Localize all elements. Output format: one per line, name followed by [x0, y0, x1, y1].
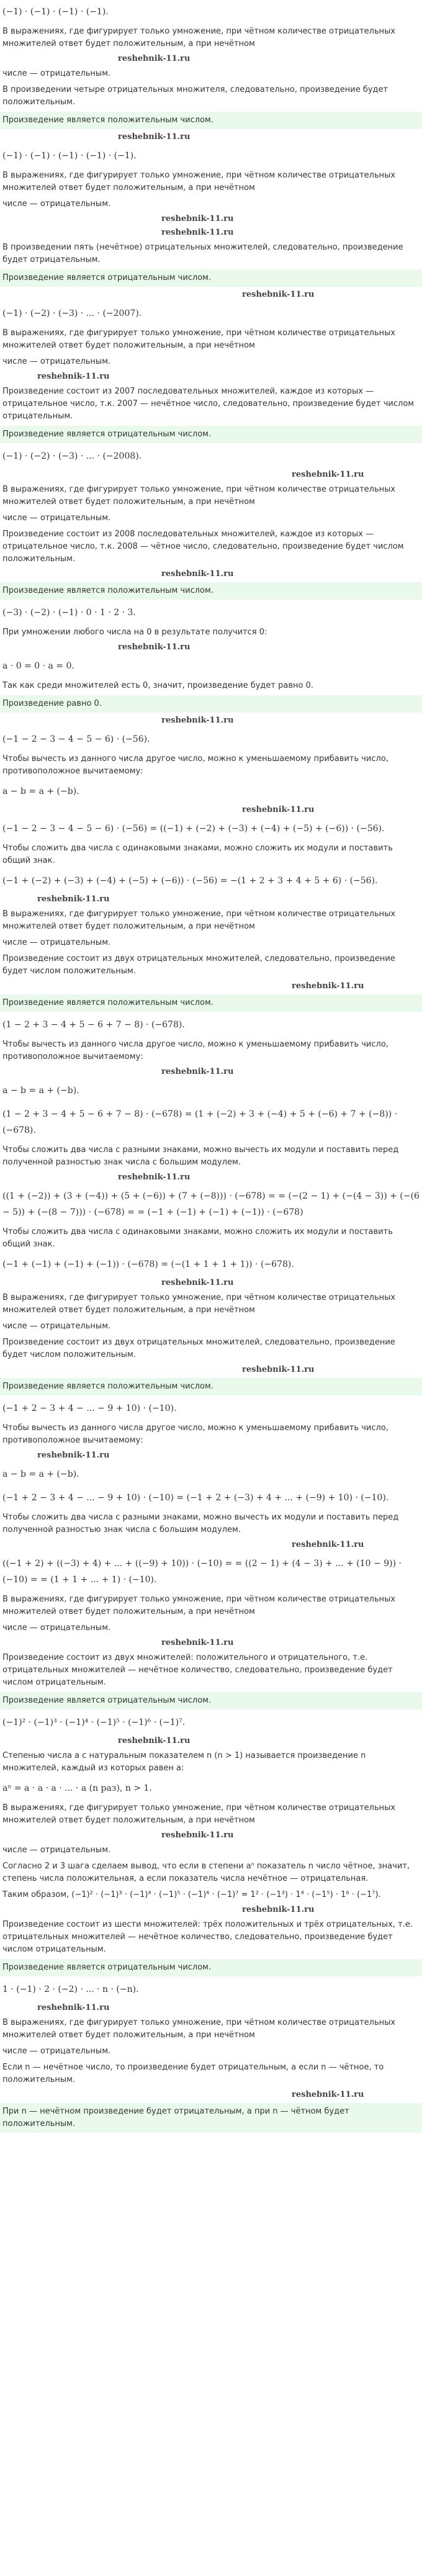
watermark-text: reshebnik-11.ru — [242, 1905, 315, 1914]
math-expression: (1 − 2 + 3 − 4 + 5 − 6 + 7 − 8) · (−678) = (1 + (−2) + 3 + (−4) + 5 + (−6) + 7 + (−8)) · (−678). — [2, 1109, 398, 1135]
explanation-text: Степенью числа a с натуральным показателем n (n > 1) называется произведение n множителей, каждый из которых равен a: — [2, 1751, 366, 1773]
math-expression: (−1 − 2 − 3 − 4 − 5 − 6) · (−56). — [2, 734, 150, 744]
explanation-text: Чтобы сложить два числа с разными знаками, можно вычесть их модули и поставить перед полученной разностью знак числа с большим модулем. — [2, 1513, 399, 1534]
watermark-text: reshebnik-11.ru — [37, 894, 110, 904]
watermark-text: reshebnik-11.ru — [242, 290, 315, 299]
watermark-text: reshebnik-11.ru — [118, 54, 191, 63]
math-expression: (−1)² · (−1)³ · (−1)⁴ · (−1)⁵ · (−1)⁶ · (−1)⁷. — [2, 1718, 186, 1727]
explanation-text: числе — отрицательным. — [2, 1845, 111, 1855]
watermark-text: reshebnik-11.ru — [161, 1638, 234, 1647]
watermark-text: reshebnik-11.ru — [161, 569, 234, 579]
explanation-text: Чтобы вычесть из данного числа другое число, можно к уменьшаемому прибавить число, противоположное вычитаемому: — [2, 754, 388, 776]
explanation-text: В произведении пять (нечётное) отрицательных множителей, следовательно, произведение будет отрицательным. — [2, 243, 403, 264]
explanation-text: Согласно 2 и 3 шага сделаем вывод, что если в степени aⁿ показатель n число чётное, значит, степень числа положительная, а если показатель числа нечётное — отрицательная. — [2, 1862, 410, 1883]
math-expression: (−1) · (−2) · (−3) · ... · (−2007). — [2, 308, 142, 318]
watermark-text: reshebnik-11.ru — [161, 1831, 234, 1840]
explanation-text: При умножении любого числа на 0 в результате получится 0: — [2, 628, 267, 637]
explanation-text: Произведение состоит из двух отрицательных множителей, следовательно, произведение будет числом положительным. — [2, 1338, 395, 1359]
explanation-text: Произведение состоит из двух множителей: положительного и отрицательного, т.е. отрицательных множителей — нечётное количество, следовательно, произведение будет числом отрицательным. — [2, 1653, 393, 1687]
watermark-text: reshebnik-11.ru — [242, 805, 315, 814]
explanation-text: Чтобы сложить два числа с одинаковыми знаками, можно сложить их модули и поставить общий знак. — [2, 844, 393, 865]
answer-box: Произведение является отрицательным числом. — [0, 1959, 422, 1976]
math-expression: (−1 − 2 − 3 − 4 − 5 − 6) · (−56) = ((−1) + (−2) + (−3) + (−4) + (−5) + (−6)) · (−56). — [2, 824, 385, 834]
explanation-text: В выражениях, где фигурирует только умножение, при чётном количестве отрицательных множителей ответ будет положительным, а при нечётном — [2, 171, 396, 192]
answer-box: Произведение является положительным числом. — [0, 1378, 422, 1395]
watermark-text: reshebnik-11.ru — [118, 1173, 191, 1182]
explanation-text: числе — отрицательным. — [2, 357, 111, 366]
math-expression: ((1 + (−2)) + (3 + (−4)) + (5 + (−6)) + (7 + (−8))) · (−678) = = (−(2 − 1) + (−(4 − 3)) + (−(6 − 5)) + (−(8 − 7))) · (−678) = = (−1 + (−1) + (−1) + (−1)) · (−678) — [2, 1191, 420, 1217]
explanation-text: числе — отрицательным. — [2, 199, 111, 209]
watermark-text: reshebnik-11.ru — [118, 1736, 191, 1745]
answer-box: Произведение является положительным числом. — [0, 582, 422, 600]
explanation-text: В выражениях, где фигурирует только умножение, при чётном количестве отрицательных множителей ответ будет положительным, а при нечётном — [2, 328, 396, 350]
math-expression: a − b = a + (−b). — [2, 786, 79, 796]
explanation-text: числе — отрицательным. — [2, 1322, 111, 1331]
watermark-text: reshebnik-11.ru — [292, 981, 364, 991]
watermark-text: reshebnik-11.ru — [161, 214, 234, 223]
math-expression: (−1) · (−2) · (−3) · ... · (−2008). — [2, 451, 142, 461]
math-expression: (−1) · (−1) · (−1) · (−1) · (−1). — [2, 151, 137, 161]
watermark-text: reshebnik-11.ru — [37, 1451, 110, 1460]
answer-box: Произведение является отрицательным числом. — [0, 269, 422, 287]
explanation-text: В выражениях, где фигурирует только умножение, при чётном количестве отрицательных множителей ответ будет положительным, а при нечётном — [2, 2018, 396, 2040]
answer-box: Произведение является положительным числом. — [0, 994, 422, 1012]
math-expression: (−1 + 2 − 3 + 4 − ... − 9 + 10) · (−10) = (−1 + 2 + (−3) + 4 + ... + (−9) + 10) · (−10). — [2, 1493, 389, 1503]
explanation-text: В выражениях, где фигурирует только умножение, при чётном количестве отрицательных множителей ответ будет положительным, а при нечётном — [2, 909, 396, 931]
answer-box: При n — нечётном произведение будет отрицательным, а при n — чётном будет положительным. — [0, 2103, 422, 2133]
explanation-text: В выражениях, где фигурирует только умножение, при чётном количестве отрицательных множителей ответ будет положительным, а при нечётном — [2, 27, 396, 48]
watermark-text: reshebnik-11.ru — [37, 372, 110, 381]
watermark-text: reshebnik-11.ru — [161, 716, 234, 725]
explanation-text: Так как среди множителей есть 0, значит, произведение будет равно 0. — [2, 681, 313, 690]
math-expression: 1 · (−1) · 2 · (−2) · ... · n · (−n). — [2, 1984, 139, 1994]
watermark-text: reshebnik-11.ru — [292, 470, 364, 479]
math-expression: ((−1 + 2) + ((−3) + 4) + ... + ((−9) + 10)) · (−10) = = ((2 − 1) + (4 − 3) + ... + (10 − 9)) · (−10) = = (1 + 1 + ... + 1) · (−10). — [2, 1559, 402, 1585]
explanation-text: Произведение состоит из 2007 последовательных множителей, каждое из которых — отрицательное число, т.к. 2007 — нечётное число, следовательно, произведение будет числом отрицательным. — [2, 387, 415, 421]
math-expression: (−3) · (−2) · (−1) · 0 · 1 · 2 · 3. — [2, 608, 136, 618]
math-expression: aⁿ = a · a · a · ... · a (n раз), n > 1. — [2, 1783, 152, 1793]
explanation-text: Чтобы сложить два числа с одинаковыми знаками, можно сложить их модули и поставить общий знак. — [2, 1227, 393, 1249]
explanation-text: Произведение состоит из 2008 последовательных множителей, каждое из которых — отрицательное число, т.к. 2008 — чётное число, следовательно, произведение будет числом положительным. — [2, 529, 404, 564]
answer-box: Произведение является отрицательным числом. — [0, 1692, 422, 1709]
math-expression: (−1 + (−2) + (−3) + (−4) + (−5) + (−6)) · (−56) = −(1 + 2 + 3 + 4 + 5 + 6) · (−56). — [2, 876, 378, 886]
math-expression: (−1) · (−1) · (−1) · (−1). — [2, 7, 109, 17]
math-expression: (1 − 2 + 3 − 4 + 5 − 6 + 7 − 8) · (−678). — [2, 1020, 185, 1030]
explanation-text: числе — отрицательным. — [2, 513, 111, 523]
watermark-text: reshebnik-11.ru — [118, 132, 191, 142]
watermark-text: reshebnik-11.ru — [292, 2090, 364, 2099]
explanation-text: Чтобы вычесть из данного числа другое число, можно к уменьшаемому прибавить число, противоположное вычитаемому: — [2, 1040, 388, 1061]
watermark-text: reshebnik-11.ru — [292, 1540, 364, 1549]
answer-box: Произведение является положительным числом. — [0, 112, 422, 129]
explanation-text: Если n — нечётное число, то произведение будет отрицательным, а если n — чётное, то положительным. — [2, 2063, 384, 2084]
explanation-text: Таким образом, (−1)² · (−1)³ · (−1)⁴ · (−1)⁵ · (−1)⁶ · (−1)⁷ = 1² · (−1³) · 1⁴ · (−1⁵) · 1⁶ · (−1⁷). — [2, 1890, 381, 1899]
explanation-text: В выражениях, где фигурирует только умножение, при чётном количестве отрицательных множителей ответ будет положительным, а при нечётном — [2, 1595, 396, 1616]
math-expression: a − b = a + (−b). — [2, 1469, 79, 1479]
explanation-text: числе — отрицательным. — [2, 69, 111, 78]
watermark-text: reshebnik-11.ru — [161, 1278, 234, 1287]
explanation-text: В выражениях, где фигурирует только умножение, при чётном количестве отрицательных множителей ответ будет положительным, а при нечётном — [2, 485, 396, 507]
explanation-text: Чтобы сложить два числа с разными знаками, можно вычесть их модули и поставить перед полученной разностью знак числа с большим модулем. — [2, 1145, 399, 1167]
watermark-text: reshebnik-11.ru — [161, 1067, 234, 1076]
explanation-text: В произведении четыре отрицательных множителя, следовательно, произведение будет положительным. — [2, 85, 388, 107]
watermark-text: reshebnik-11.ru — [242, 1365, 315, 1374]
math-expression: (−1 + 2 − 3 + 4 − ... − 9 + 10) · (−10). — [2, 1403, 177, 1413]
explanation-text: числе — отрицательным. — [2, 938, 111, 947]
watermark-text: reshebnik-11.ru — [161, 228, 234, 237]
answer-box: Произведение равно 0. — [0, 695, 422, 713]
watermark-text: reshebnik-11.ru — [118, 642, 191, 652]
answer-box: Произведение является отрицательным числом. — [0, 426, 422, 443]
explanation-text: числе — отрицательным. — [2, 2047, 111, 2056]
explanation-text: числе — отрицательным. — [2, 1623, 111, 1633]
math-expression: (−1 + (−1) + (−1) + (−1)) · (−678) = (−(1 + 1 + 1 + 1)) · (−678). — [2, 1259, 294, 1269]
watermark-text: reshebnik-11.ru — [37, 2003, 110, 2012]
math-expression: a · 0 = 0 · a = 0. — [2, 661, 74, 671]
explanation-text: Чтобы вычесть из данного числа другое число, можно к уменьшаемому прибавить число, противоположное вычитаемому: — [2, 1423, 388, 1445]
math-expression: a − b = a + (−b). — [2, 1086, 79, 1096]
explanation-text: В выражениях, где фигурирует только умножение, при чётном количестве отрицательных множителей ответ будет положительным, а при нечётном — [2, 1293, 396, 1315]
explanation-text: Произведение состоит из двух отрицательных множителей, следовательно, произведение будет числом положительным. — [2, 954, 395, 976]
explanation-text: В выражениях, где фигурирует только умножение, при чётном количестве отрицательных множителей ответ будет положительным, а при нечётном — [2, 1803, 396, 1825]
explanation-text: Произведение состоит из шести множителей: трёх положительных и трёх отрицательных, т.е. отрицательных множителей — нечётное количество, следовательно, произведение будет числом отрицательным. — [2, 1920, 413, 1954]
